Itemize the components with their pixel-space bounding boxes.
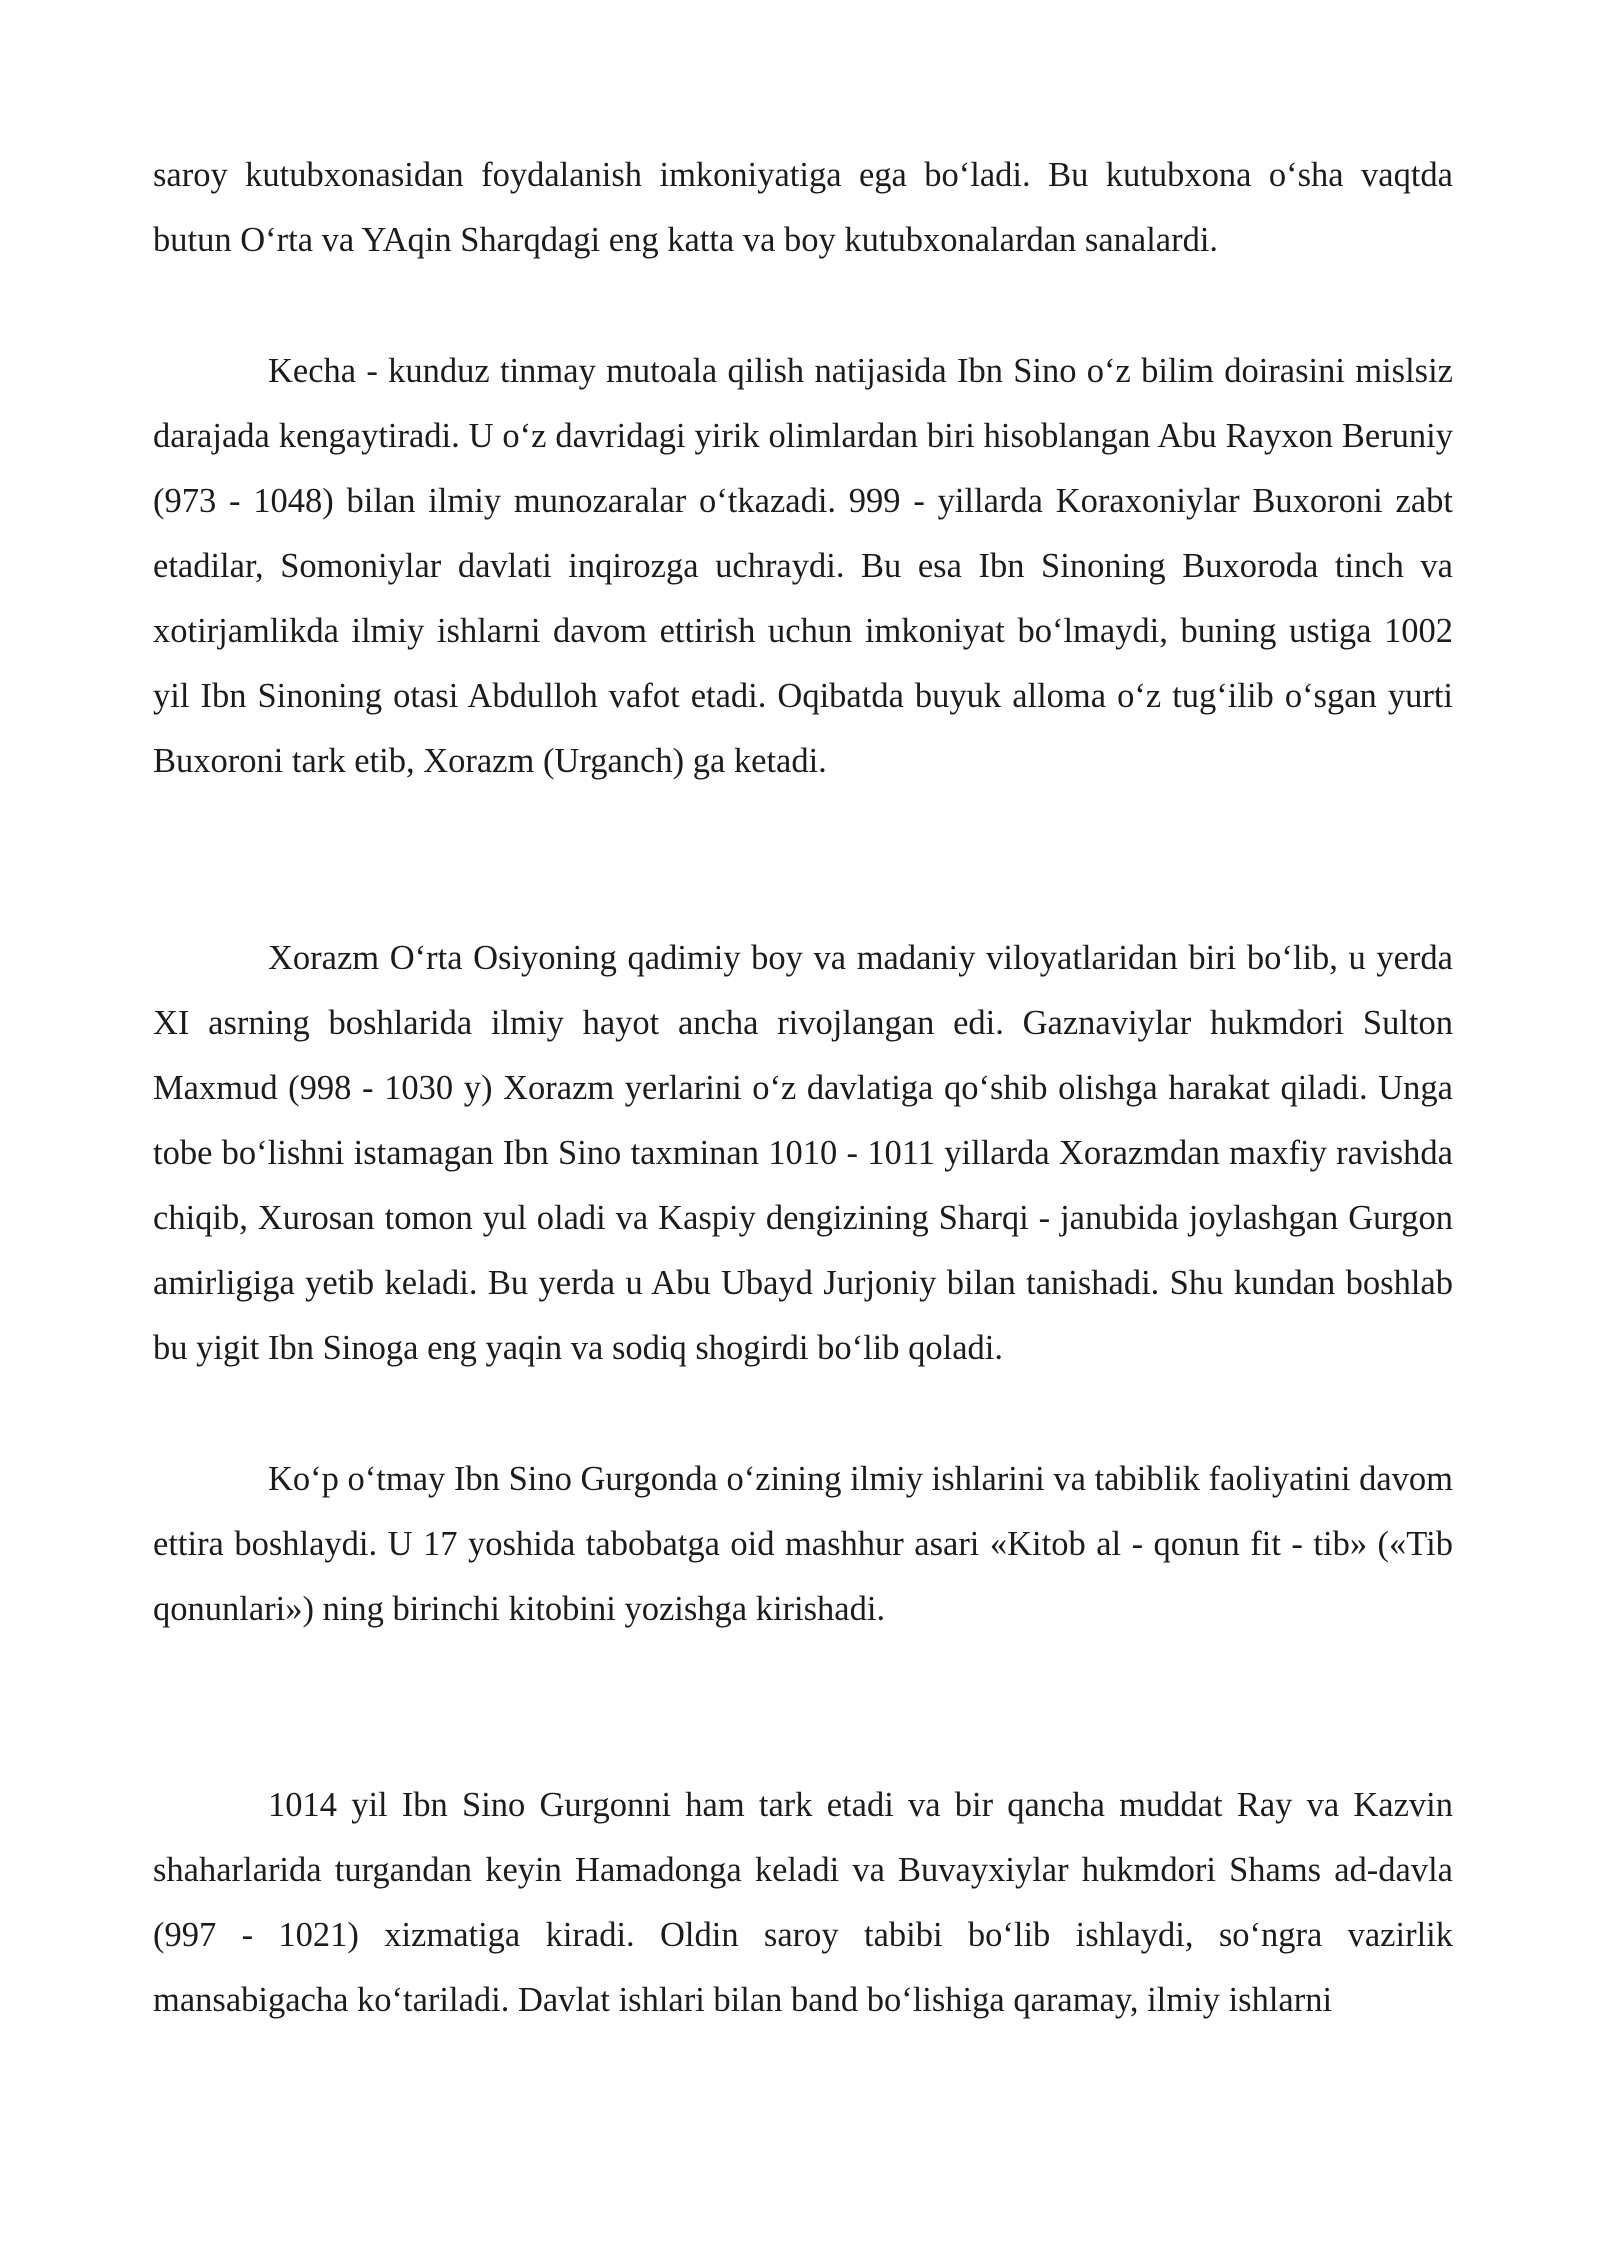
paragraph-studies-and-departure: Kecha - kunduz tinmay mutoala qilish natijasida Ibn Sino oʻz bilim doirasini mislsiz darajada kengaytiradi. U oʻz davridagi yirik olimlardan biri hisoblangan Abu Rayxon Beruniy (973 - 1048) bilan ilmiy munozaralar oʻtkazadi. 999 - yillarda Koraxoniylar Buxoroni zabt etadilar, Somoniylar davlati inqirozga uchraydi. Bu esa Ibn Sinoning Buxoroda tinch va xotirjamlikda ilmiy ishlarni davom ettirish uchun imkoniyat boʻlmaydi, buning ustiga 1002 yil Ibn Sinoning otasi Abdulloh vafot etadi. Oqibatda buyuk alloma oʻz tugʻilib oʻsgan yurti Buxoroni tark etib, Xorazm (Urganch) ga ketadi.	[153, 352, 1453, 780]
paragraph-canon-of-medicine: Koʻp oʻtmay Ibn Sino Gurgonda oʻzining ilmiy ishlarini va tabiblik faoliyatini davom ettira boshlaydi. U 17 yoshida tabobatga oid mashhur asari «Kitob al - qonun fit - tib» («Tib qonunlari») ning birinchi kitobini yozishga kirishadi.	[153, 1460, 1453, 1628]
paragraph-khorezm-gurgan: Xorazm Oʻrta Osiyoning qadimiy boy va madaniy viloyatlaridan biri boʻlib, u yerda XI asrning boshlarida ilmiy hayot ancha rivojlangan edi. Gaznaviylar hukmdori Sulton Maxmud (998 - 1030 y) Xorazm yerlarini oʻz davlatiga qoʻshib olishga harakat qiladi. Unga tobe boʻlishni istamagan Ibn Sino taxminan 1010 - 1011 yillarda Xorazmdan maxfiy ravishda chiqib, Xurosan tomon yul oladi va Kaspiy dengizining Sharqi - janubida joylashgan Gurgon amirligiga yetib keladi. Bu yerda u Abu Ubayd Jurjoniy bilan tanishadi. Shu kundan boshlab bu yigit Ibn Sinoga eng yaqin va sodiq shogirdi boʻlib qoladi.	[153, 939, 1453, 1367]
paragraph-hamadan-service: 1014 yil Ibn Sino Gurgonni ham tark etadi va bir qancha muddat Ray va Kazvin shaharlarida turgandan keyin Hamadonga keladi va Buvayxiylar hukmdori Shams ad-davla (997 - 1021) xizmatiga kiradi. Oldin saroy tabibi boʻlib ishlaydi, soʻngra vazirlik mansabigacha koʻtariladi. Davlat ishlari bilan band boʻlishiga qaramay, ilmiy ishlarni	[153, 1786, 1453, 2019]
paragraph-library-access: saroy kutubxonasidan foydalanish imkoniyatiga ega boʻladi. Bu kutubxona oʻsha vaqtda butun Oʻrta va YAqin Sharqdagi eng katta va boy kutubxonalardan sanalardi.	[153, 156, 1453, 259]
